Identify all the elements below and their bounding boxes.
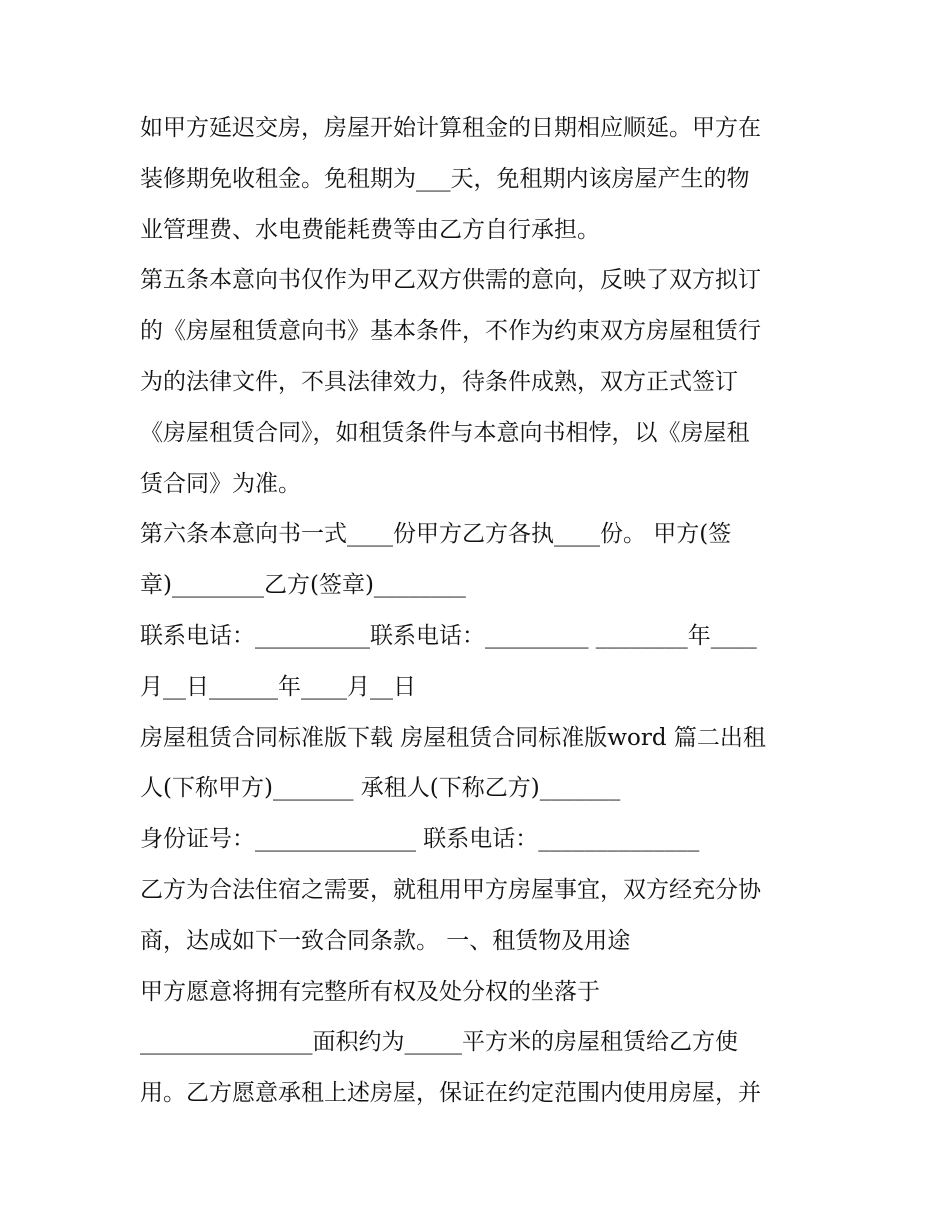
text-line: _______________面积约为_____平方米的房屋租赁给乙方使	[140, 1029, 738, 1056]
document-body	[140, 103, 820, 1119]
text-line: 商，达成如下一致合同条款。 一、租赁物及用途	[140, 927, 631, 954]
text-line: 赁合同》为准。	[140, 470, 301, 497]
text-line: 身份证号：______________ 联系电话：______________	[140, 826, 700, 853]
text-line: 如甲方延迟交房，房屋开始计算租金的日期相应顺延。甲方在	[140, 115, 761, 141]
text-line: 章)________乙方(签章)________	[140, 572, 466, 599]
text-line: 甲方愿意将拥有完整所有权及处分权的坐落于	[140, 978, 600, 1005]
text-line: 装修期免收租金。免租期为___天，免租期内该房屋产生的物	[140, 165, 750, 192]
text-line: 联系电话：__________联系电话：_________ ________年____	[140, 622, 757, 649]
text-line: 乙方为合法住宿之需要，就租用甲方房屋事宜，双方经充分协	[140, 876, 761, 903]
text-line: 房屋租赁合同标准版下载 房屋租赁合同标准版word 篇二出租	[140, 724, 766, 751]
text-line: 用。乙方愿意承租上述房屋，保证在约定范围内使用房屋，并	[140, 1080, 761, 1107]
text-line: 第五条本意向书仅作为甲乙双方供需的意向，反映了双方拟订	[140, 267, 761, 294]
text-line: 为的法律文件，不具法律效力，待条件成熟，双方正式签订	[140, 368, 738, 395]
text-line: 人(下称甲方)_______ 承租人(下称乙方)_______	[140, 775, 621, 802]
text-line: 业管理费、水电费能耗费等由乙方自行承担。	[140, 216, 600, 243]
text-line: 的《房屋租赁意向书》基本条件，不作为约束双方房屋租赁行	[140, 318, 761, 345]
text-line: 月__日______年____月__日	[140, 673, 416, 700]
text-line: 《房屋租赁合同》，如租赁条件与本意向书相悖，以《房屋租	[140, 419, 750, 446]
text-line: 第六条本意向书一式____份甲方乙方各执____份。 甲方(签	[140, 521, 732, 548]
